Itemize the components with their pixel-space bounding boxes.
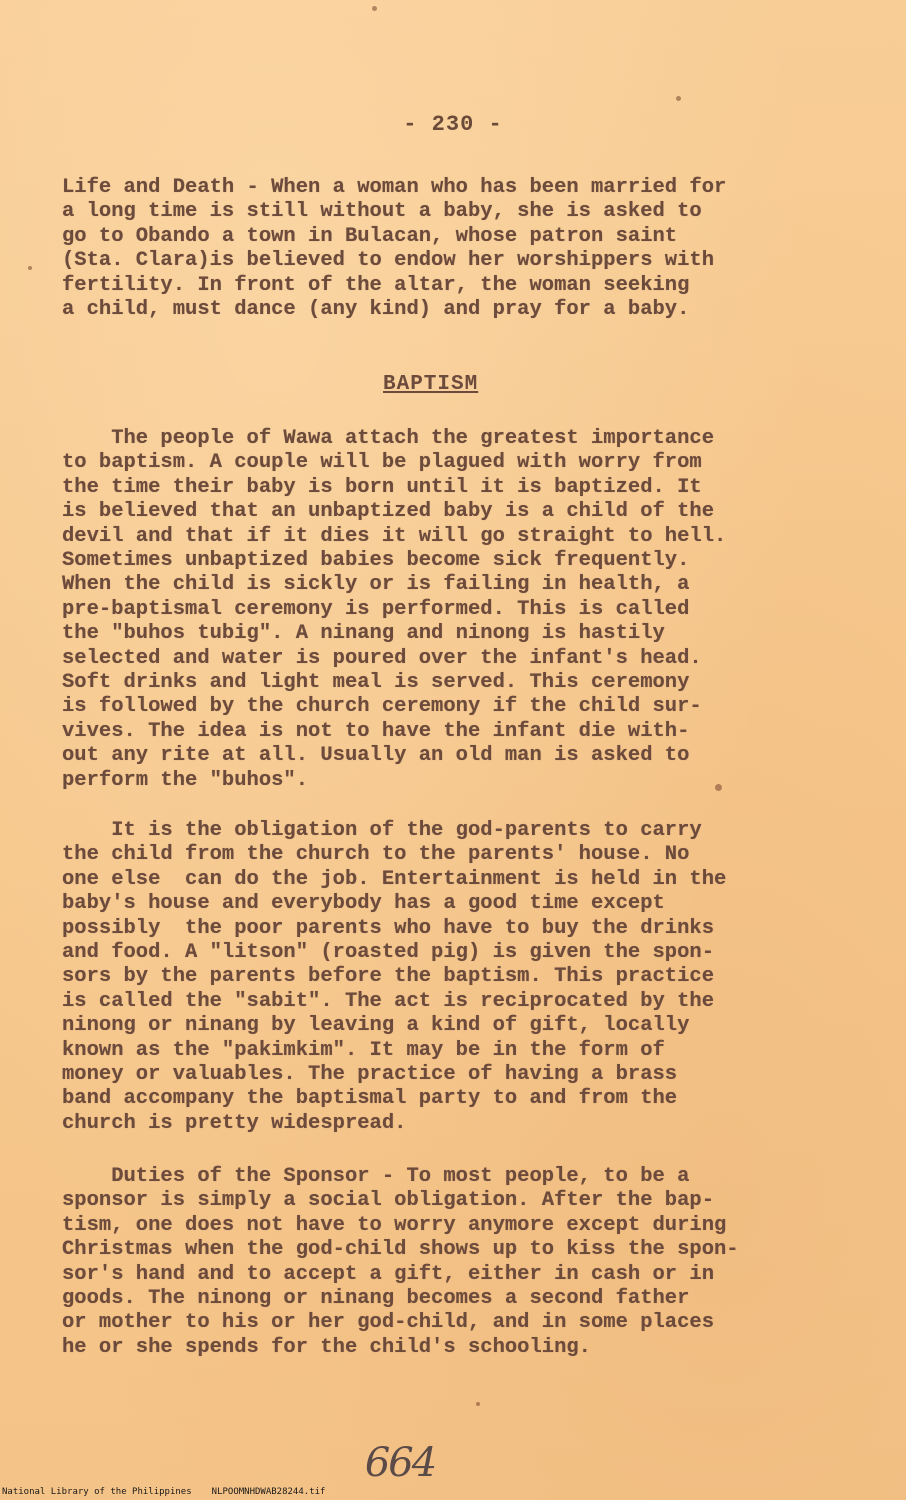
page-number: - 230 -	[403, 112, 503, 137]
ink-speck	[372, 6, 377, 11]
scan-footer	[2, 1487, 325, 1497]
footer-institution: National Library of the Philippines	[2, 1487, 192, 1497]
ink-speck	[715, 784, 722, 791]
handwritten-folio-number: 664	[364, 1440, 436, 1486]
ink-speck	[28, 266, 32, 270]
paragraph-life-and-death: Life and Death - When a woman who has been married for a long time is still without a baby, she is asked to go to Obando a town in Bulacan, whose patron saint (Sta. Clara)is believed to endow her worshippers with fertility. In front of the altar, the woman seeking a child, must dance (any kind) and pray for a baby.	[62, 176, 727, 322]
paragraph-duties-of-sponsor: Duties of the Sponsor - To most people, to be a sponsor is simply a social obligation. After the bap- tism, one does not have to worry anymore except during Christmas when the god-child shows up to kiss the spon- sor's hand and to accept a gift, either in cash or in goods. The ninong or ninang becomes a second father or mother to his or her god-child, and in some places he or she spends for the child's schooling.	[62, 1165, 739, 1359]
footer-file-name: NLPOOMNHDWAB28244.tif	[211, 1487, 326, 1497]
section-heading-baptism: BAPTISM	[383, 373, 479, 396]
ink-speck	[476, 1402, 480, 1406]
ink-speck	[676, 96, 681, 101]
paragraph-godparents-obligation: It is the obligation of the god-parents to carry the child from the church to the parents' house. No one else can do the job. Entertainment is held in the baby's house and everybody has a good time except possibly the poor parents who have to buy the drinks and food. A "litson" (roasted pig) is given the spon- sors by the parents before the baptism. This practice is called the "sabit". The act is reciprocated by the ninong or ninang by leaving a kind of gift, locally known as the "pakimkim". It may be in the form of money or valuables. The practice of having a brass band accompany the baptismal party to and from the church is pretty widespread.	[62, 819, 727, 1135]
paragraph-baptism-importance: The people of Wawa attach the greatest importance to baptism. A couple will be plagued with worry from the time their baby is born until it is baptized. It is believed that an unbaptized baby is a child of the devil and that if it dies it will go straight to hell. Sometimes unbaptized babies become sick frequently. When the child is sickly or is failing in health, a pre-baptismal ceremony is performed. This is called the "buhos tubig". A ninang and ninong is hastily selected and water is poured over the infant's head. Soft drinks and light meal is served. This ceremony is followed by the church ceremony if the child sur- vives. The idea is not to have the infant die with- out any rite at all. Usually an old man is asked to perform the "buhos".	[62, 427, 727, 792]
